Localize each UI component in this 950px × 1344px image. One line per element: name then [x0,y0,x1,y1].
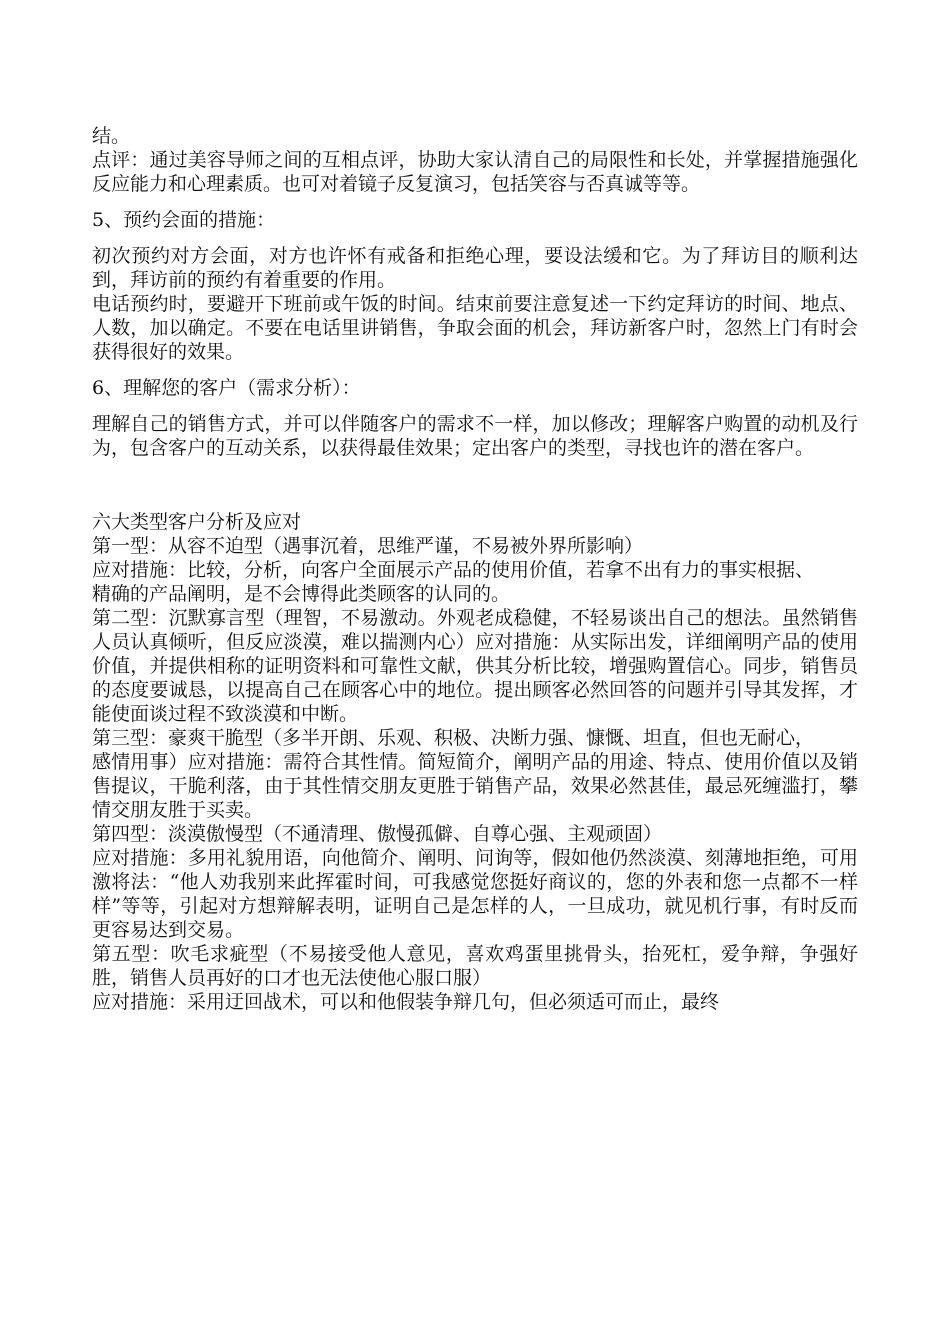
paragraph: 精确的产品阐明，是不会博得此类顾客的认同的。 [92,583,511,605]
paragraph: 电话预约时，要避开下班前或午饭的时间。结束前要注意复述一下约定拜访的时间、地点、人数，加以确定。不要在电话里讲销售，争取会面的机会，拜访新客户时，忽然上门有时会获得很好的效果。 [92,293,858,363]
paragraph: 感情用事）应对措施：需符合其性情。简短简介，阐明产品的用途、特点、使用价值以及销售提议，干脆利落，由于其性情交朋友更胜于销售产品，效果必然甚佳，最忌死缠滥打，攀情交朋友胜于买卖。 [92,751,858,821]
paragraph: 第五型：吹毛求疵型（不易接受他人意见，喜欢鸡蛋里挑骨头，抬死杠，爱争辩，争强好胜，销售人员再好的口才也无法使他心服口服） [92,943,858,989]
paragraph: 点评：通过美容导师之间的互相点评，协助大家认清自己的局限性和长处，并掌握措施强化反应能力和心理素质。也可对着镜子反复演习，包括笑容与否真诚等等。 [92,149,858,195]
paragraph: 第二型：沉默寡言型（理智，不易激动。外观老成稳健，不轻易谈出自己的想法。虽然销售人员认真倾听，但反应淡漠，难以揣测内心）应对措施：从实际出发，详细阐明产品的使用价值，并提供相称的证明资料和可靠性文献，供其分析比较，增强购置信心。同步，销售员的态度要诚恳，以提高自己在顾客心中的地位。提出顾客必然回答的问题并引导其发挥，才能使面谈过程不致淡漠和中断。 [92,607,858,725]
paragraph: 结。 [92,125,131,147]
paragraph: 应对措施：比较，分析，向客户全面展示产品的使用价值，若拿不出有力的事实根据、 [92,559,815,581]
paragraph: 第一型：从容不迫型（遇事沉着，思维严谨，不易被外界所影响） [92,535,644,557]
paragraph: 第三型：豪爽干脆型（多半开朗、乐观、积极、决断力强、慷慨、坦直，但也无耐心， [92,727,815,749]
paragraph: 应对措施：多用礼貌用语，向他简介、阐明、问询等，假如他仍然淡漠、刻薄地拒绝，可用激将法：“他人劝我别来此挥霍时间，可我感觉您挺好商议的，您的外表和您一点都不一样样”等等，引起对方想辩解表明，证明自己是怎样的人，一旦成功，就见机行事，有时反而更容易达到交易。 [92,847,858,941]
paragraph: 应对措施：采用迂回战术，可以和他假装争辩几句，但必须适可而止，最终 [92,991,720,1013]
section-title: 六大类型客户分析及应对 [92,511,302,533]
paragraph: 第四型：淡漠傲慢型（不通清理、傲慢孤僻、自尊心强、主观顽固） [92,823,663,845]
paragraph: 理解自己的销售方式，并可以伴随客户的需求不一样，加以修改；理解客户购置的动机及行为，包含客户的互动关系，以获得最佳效果；定出客户的类型，寻找也许的潜在客户。 [92,413,858,459]
section-heading: 5、预约会面的措施： [92,209,276,231]
paragraph: 初次预约对方会面，对方也许怀有戒备和拒绝心理，要设法缓和它。为了拜访目的顺利达到，拜访前的预约有着重要的作用。 [92,245,858,291]
document-page [92,124,858,1014]
section-heading: 6、理解您的客户（需求分析）： [92,377,361,399]
